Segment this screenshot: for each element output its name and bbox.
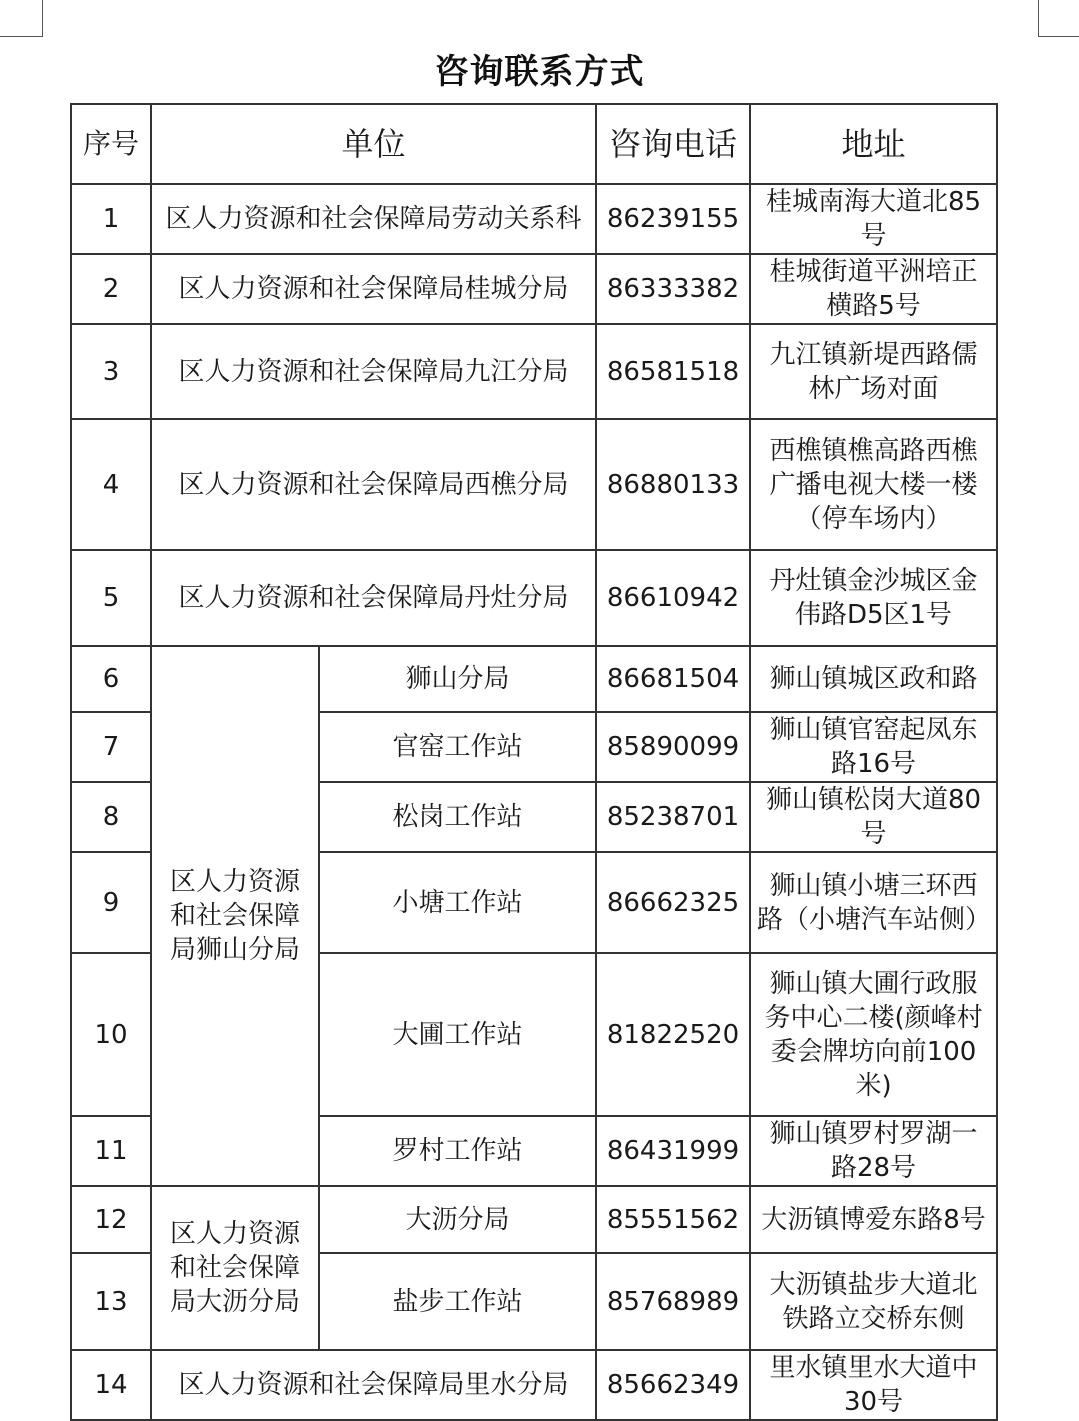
unit-cell: 区人力资源和社会保障局桂城分局: [151, 254, 596, 324]
group-unit-cell: 区人力资源和社会保障局大沥分局: [151, 1186, 319, 1350]
phone-cell: 86681504: [596, 646, 750, 712]
unit-cell: 区人力资源和社会保障局九江分局: [151, 324, 596, 419]
address-cell: 狮山镇小塘三环西路（小塘汽车站侧）: [750, 852, 997, 953]
table-row: [71, 419, 997, 550]
unit-cell: 区人力资源和社会保障局西樵分局: [151, 419, 596, 550]
phone-cell: 86239155: [596, 184, 750, 254]
header-phone: 咨询电话: [596, 104, 750, 184]
address-cell: 狮山镇大圃行政服务中心二楼(颜峰村委会牌坊向前100米): [750, 953, 997, 1116]
sub-unit-cell: 狮山分局: [319, 646, 596, 712]
seq-cell: 3: [71, 324, 151, 419]
table-row: [71, 324, 997, 419]
phone-cell: 85238701: [596, 782, 750, 852]
seq-cell: 8: [71, 782, 151, 852]
table-header-row: [71, 104, 997, 184]
phone-cell: 85662349: [596, 1350, 750, 1420]
address-cell: 狮山镇罗村罗湖一路28号: [750, 1116, 997, 1186]
unit-cell: 区人力资源和社会保障局里水分局: [151, 1350, 596, 1420]
unit-cell: 区人力资源和社会保障局丹灶分局: [151, 550, 596, 646]
address-cell: 九江镇新堤西路儒林广场对面: [750, 324, 997, 419]
seq-cell: 1: [71, 184, 151, 254]
contact-table: [70, 103, 998, 1421]
seq-cell: 2: [71, 254, 151, 324]
phone-cell: 86662325: [596, 852, 750, 953]
page-title: 咨询联系方式: [434, 52, 645, 92]
sub-unit-cell: 盐步工作站: [319, 1253, 596, 1350]
table-row: [71, 550, 997, 646]
address-cell: 大沥镇盐步大道北铁路立交桥东侧: [750, 1253, 997, 1350]
address-cell: 狮山镇松岗大道80号: [750, 782, 997, 852]
crop-mark-top-left: [0, 0, 43, 37]
phone-cell: 81822520: [596, 953, 750, 1116]
group-unit-cell: 区人力资源和社会保障局狮山分局: [151, 646, 319, 1186]
seq-cell: 5: [71, 550, 151, 646]
phone-cell: 86431999: [596, 1116, 750, 1186]
phone-cell: 85768989: [596, 1253, 750, 1350]
header-seq: 序号: [71, 104, 151, 184]
seq-cell: 9: [71, 852, 151, 953]
address-cell: 狮山镇官窑起凤东路16号: [750, 712, 997, 782]
phone-cell: 86333382: [596, 254, 750, 324]
sub-unit-cell: 小塘工作站: [319, 852, 596, 953]
address-cell: 狮山镇城区政和路: [750, 646, 997, 712]
phone-cell: 86880133: [596, 419, 750, 550]
seq-cell: 11: [71, 1116, 151, 1186]
seq-cell: 13: [71, 1253, 151, 1350]
seq-cell: 14: [71, 1350, 151, 1420]
phone-cell: 86581518: [596, 324, 750, 419]
phone-cell: 85890099: [596, 712, 750, 782]
table-row: [71, 1350, 997, 1420]
address-cell: 大沥镇博爱东路8号: [750, 1186, 997, 1253]
table-row: [71, 646, 997, 712]
table-row: [71, 184, 997, 254]
sub-unit-cell: 松岗工作站: [319, 782, 596, 852]
header-address: 地址: [750, 104, 997, 184]
seq-cell: 12: [71, 1186, 151, 1253]
seq-cell: 7: [71, 712, 151, 782]
sub-unit-cell: 官窑工作站: [319, 712, 596, 782]
seq-cell: 4: [71, 419, 151, 550]
header-unit: 单位: [151, 104, 596, 184]
crop-mark-top-right: [1038, 0, 1079, 37]
seq-cell: 10: [71, 953, 151, 1116]
address-cell: 桂城街道平洲培正横路5号: [750, 254, 997, 324]
address-cell: 桂城南海大道北85号: [750, 184, 997, 254]
table-row: [71, 1186, 997, 1253]
seq-cell: 6: [71, 646, 151, 712]
unit-cell: 区人力资源和社会保障局劳动关系科: [151, 184, 596, 254]
sub-unit-cell: 大圃工作站: [319, 953, 596, 1116]
address-cell: 里水镇里水大道中30号: [750, 1350, 997, 1420]
sub-unit-cell: 罗村工作站: [319, 1116, 596, 1186]
phone-cell: 85551562: [596, 1186, 750, 1253]
sub-unit-cell: 大沥分局: [319, 1186, 596, 1253]
address-cell: 西樵镇樵高路西樵广播电视大楼一楼（停车场内）: [750, 419, 997, 550]
address-cell: 丹灶镇金沙城区金伟路D5区1号: [750, 550, 997, 646]
table-row: [71, 254, 997, 324]
phone-cell: 86610942: [596, 550, 750, 646]
